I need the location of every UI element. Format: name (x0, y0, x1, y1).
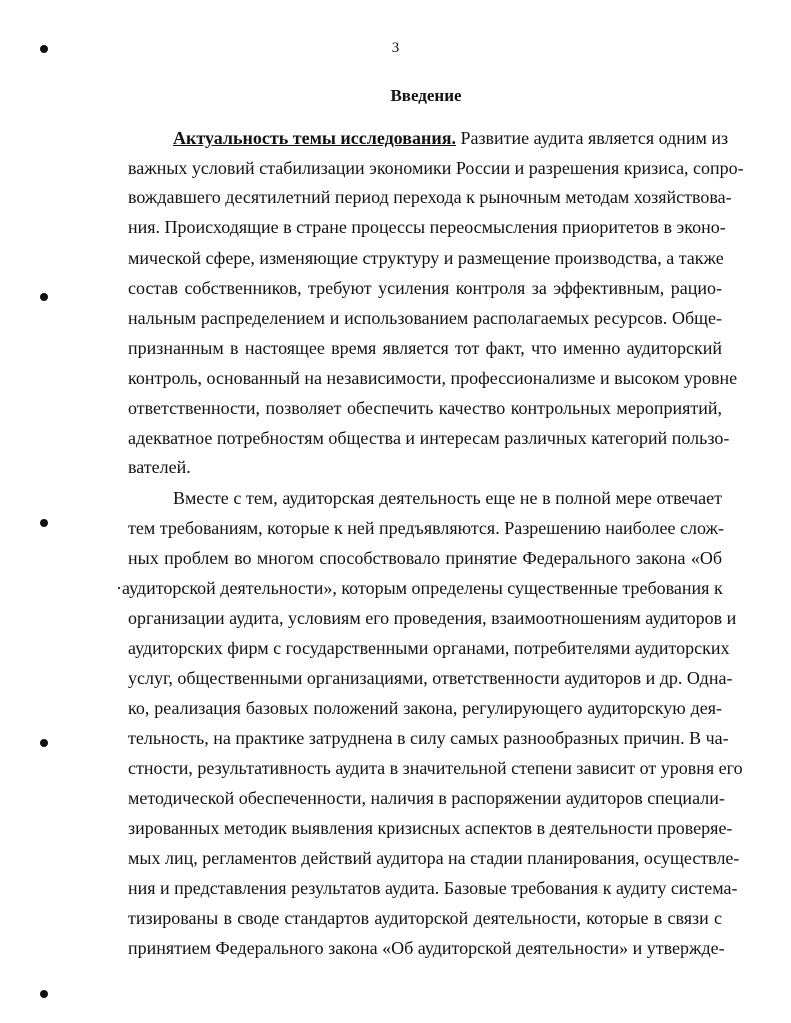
paragraph-2-line: зированных методик выявления кризисных аспектов в деятельности проверяе- (128, 818, 733, 838)
paragraph-2-line: услуг, общественными организациями, ответственности аудиторов и др. Одна- (128, 668, 733, 688)
paragraph-2-line: ко, реализация базовых положений закона, регулирующего аудиторскую дея- (128, 698, 722, 718)
binder-hole-mark (40, 45, 48, 53)
paragraph-2-line: мых лиц, регламентов действий аудитора на стадии планирования, осуществле- (128, 848, 740, 868)
paragraph-2-line: тем требованиям, которые к ней предъявляются. Разрешению наиболее слож- (128, 518, 724, 538)
paragraph-2-line: ния и представления результатов аудита. Базовые требования к аудиту система- (128, 878, 738, 898)
paragraph-2-line: тельность, на практике затруднена в силу самых разнообразных причин. В ча- (128, 728, 729, 748)
binder-hole-mark (40, 990, 48, 998)
paragraph-2-line: методической обеспеченности, наличия в распоряжении аудиторов специали- (128, 788, 725, 808)
topic-relevance-heading: Актуальность темы исследования. (173, 128, 456, 148)
paragraph-1-line: адекватное потребностям общества и интересам различных категорий пользо- (128, 428, 730, 448)
paragraph-2-line: тизированы в своде стандартов аудиторской деятельности, которые в связи с (128, 908, 722, 928)
paragraph-1-line: ния. Происходящие в стране процессы переосмысления приоритетов в эконо- (128, 217, 726, 237)
paragraph-2-line: Вместе с тем, аудиторская деятельность еще не в полной мере отвечает (173, 488, 722, 508)
binder-hole-mark (40, 739, 48, 747)
binder-hole-mark (40, 519, 48, 527)
paragraph-2-line: принятием Федерального закона «Об аудиторской деятельности» и утвержде- (128, 938, 725, 958)
paragraph-1-line: Актуальность темы исследования. Развитие аудита является одним из (173, 128, 729, 148)
paragraph-2-line: аудиторских фирм с государственными органами, потребителями аудиторских (128, 638, 730, 658)
binder-hole-mark (40, 293, 48, 301)
paragraph-2-line: стности, результативность аудита в значительной степени зависит от уровня его (128, 758, 743, 778)
paragraph-1-line: ответственности, позволяет обеспечить качество контрольных мероприятий, (128, 398, 722, 418)
paragraph-1-line: признанным в настоящее время является тот факт, что именно аудиторский (128, 338, 722, 358)
paragraph-2-line: организации аудита, условиям его проведения, взаимоотношениям аудиторов и (128, 608, 737, 628)
paragraph-1-line: мической сфере, изменяющие структуру и размещение производства, а также (128, 248, 724, 268)
paragraph-1-line: вателей. (128, 457, 191, 477)
paragraph-1-line: вождавшего десятилетний период перехода к рыночным методам хозяйствова- (128, 187, 732, 207)
paragraph-1-line: состав собственников, требуют усиления контроля за эффективным, рацио- (128, 278, 722, 298)
paragraph-1-line: важных условий стабилизации экономики России и разрешения кризиса, сопро- (128, 158, 744, 178)
page-number: 3 (391, 40, 400, 56)
paragraph-2-line: ·аудиторской деятельности», которым определены существенные требования к (116, 578, 723, 598)
section-heading: Введение (390, 86, 462, 105)
paragraph-1-line: контроль, основанный на независимости, профессионализме и высоком уровне (128, 368, 738, 388)
paragraph-2-line: ных проблем во многом способствовало принятие Федерального закона «Об (128, 548, 722, 568)
paragraph-1-line: нальным распределением и использованием располагаемых ресурсов. Обще- (128, 308, 722, 328)
